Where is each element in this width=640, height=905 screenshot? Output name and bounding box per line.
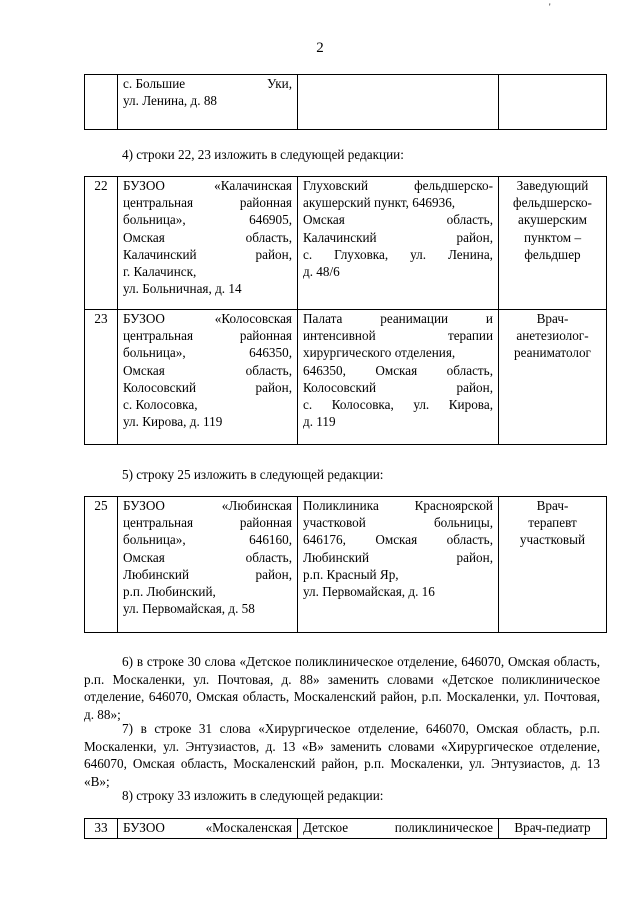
- cell-line: [303, 229, 493, 246]
- cell-word: Глуховский: [303, 178, 369, 193]
- cell-line: [303, 263, 493, 280]
- cell-word: с.: [303, 246, 313, 262]
- cell-line: фельдшер: [524, 246, 581, 262]
- cell-word: район,: [255, 246, 292, 262]
- cell-word: 646160,: [249, 532, 292, 548]
- cell-word: Калачинский: [123, 246, 197, 262]
- cell-line: [303, 497, 493, 514]
- cell-word: ул. Ленина, д. 88: [123, 93, 218, 109]
- cell-line: [303, 531, 493, 548]
- cell-line: [303, 566, 493, 583]
- instruction-8: 8) строку 33 изложить в следующей редакции:: [122, 788, 384, 803]
- table-row: [85, 819, 607, 839]
- table-row: [85, 497, 607, 633]
- cell-word: центральная: [123, 328, 194, 344]
- cell-word: больница»,: [123, 212, 186, 228]
- cell-word: район,: [255, 566, 292, 582]
- cell-org: [118, 75, 298, 130]
- cell-word: больница»,: [123, 345, 186, 361]
- cell-word: Омская: [123, 549, 165, 565]
- table-row: [85, 75, 607, 130]
- instruction-4: 4) строки 22, 23 изложить в следующей редакции:: [122, 147, 404, 162]
- table-continuation: [84, 74, 607, 130]
- cell-line: [123, 600, 292, 617]
- cell-word: 646176,: [303, 532, 346, 548]
- cell-word: г. Калачинск,: [123, 264, 197, 280]
- cell-line: [303, 583, 493, 600]
- cell-word: ул.: [413, 397, 430, 413]
- instruction-5: 5) строку 25 изложить в следующей редакции:: [122, 467, 384, 482]
- cell-word: районная: [239, 328, 292, 344]
- cell-word: 646350,: [303, 362, 346, 378]
- cell-line: фельдшерско-: [513, 195, 592, 211]
- cell-word: ул. Больничная, д. 14: [123, 281, 242, 297]
- cell-line: терапевт: [528, 515, 577, 531]
- cell-word: Глуховка,: [334, 246, 389, 262]
- cell-line: [123, 327, 292, 344]
- cell-line: [123, 211, 292, 228]
- cell-line: [303, 362, 493, 379]
- cell-addr: [298, 310, 499, 445]
- cell-word: реанимации: [380, 311, 449, 326]
- cell-line: [123, 514, 292, 531]
- cell-word: ул. Кирова, д. 119: [123, 414, 223, 430]
- cell-line: Заведующий: [516, 178, 589, 193]
- cell-line: пунктом –: [523, 229, 582, 245]
- cell-line: [123, 583, 292, 600]
- cell-org-word: «Москаленская: [205, 820, 292, 835]
- cell-word: область,: [245, 229, 292, 245]
- table-row-25: [84, 496, 607, 633]
- cell-line: Врач-: [536, 498, 569, 513]
- cell-word: Колосовский: [303, 379, 377, 395]
- cell-word: область,: [446, 532, 493, 548]
- cell-line: [303, 379, 493, 396]
- cell-line: [123, 263, 292, 280]
- paragraph-7: 7) в строке 31 слова «Хирургическое отделение, 646070, Омская область, р.п. Москаленки, ул. Энтузиастов, д. 13 «В» заменить словами «Хирургическое отделение, 646070, Омская область, Москаленский район, р.п. Москаленки, ул. Энтузиастов, д. 13 «В»;: [84, 721, 600, 789]
- cell-org: [118, 310, 298, 445]
- cell-word: акушерский пункт, 646936,: [303, 195, 456, 211]
- cell-line: [123, 280, 292, 297]
- cell-addr-word: Детское: [303, 820, 349, 835]
- cell-word: Палата: [303, 311, 343, 326]
- cell-word: Любинский: [123, 566, 189, 582]
- cell-word: Омская: [303, 212, 345, 228]
- cell-line: [123, 549, 292, 566]
- cell-word: Красноярской: [414, 498, 493, 513]
- cell-pos: [499, 497, 607, 633]
- cell-word: область,: [446, 362, 493, 378]
- cell-word: ул. Первомайская, д. 16: [303, 584, 435, 600]
- cell-word: район,: [456, 379, 493, 395]
- cell-word: Ленина,: [447, 246, 493, 262]
- cell-word: район,: [255, 379, 292, 395]
- cell-word: Кирова,: [448, 397, 493, 413]
- cell-word: хирургического отделения,: [303, 345, 456, 361]
- cell-word: БУЗОО: [123, 311, 165, 326]
- cell-word: Омская: [123, 229, 165, 245]
- cell-line: [303, 549, 493, 566]
- cell-word: центральная: [123, 515, 194, 531]
- cell-addr: [298, 819, 499, 839]
- cell-word: Омская: [375, 532, 418, 548]
- cell-line: акушерским: [518, 212, 587, 228]
- cell-word: районная: [239, 515, 292, 531]
- cell-line: [123, 531, 292, 548]
- cell-word: Калачинский: [303, 229, 377, 245]
- cell-pos: Врач-педиатр: [499, 819, 607, 839]
- cell-addr: [298, 497, 499, 633]
- cell-line: [123, 194, 292, 211]
- cell-word: с. Большие: [123, 76, 186, 91]
- cell-word: область,: [245, 362, 292, 378]
- cell-word: район,: [456, 549, 493, 565]
- cell-line: [123, 566, 292, 583]
- table-row-33: [84, 818, 607, 839]
- cell-word: 646905,: [249, 212, 292, 228]
- cell-num: [85, 75, 118, 130]
- page-number: 2: [316, 40, 324, 56]
- cell-line: [123, 344, 292, 361]
- table-rows-22-23: [84, 176, 607, 445]
- cell-word: фельдшерско-: [414, 178, 493, 193]
- cell-addr-word: поликлиническое: [394, 820, 493, 835]
- cell-num: 25: [85, 497, 118, 633]
- cell-line: [123, 362, 292, 379]
- cell-word: область,: [446, 212, 493, 228]
- cell-line: [303, 396, 493, 413]
- cell-word: р.п. Красный Яр,: [303, 566, 399, 582]
- cell-line: [123, 229, 292, 246]
- cell-org: [118, 177, 298, 310]
- cell-word: «Колосовская: [214, 311, 292, 326]
- cell-line: [123, 497, 292, 514]
- cell-word: больница»,: [123, 532, 186, 548]
- cell-line: реаниматолог: [514, 345, 591, 361]
- cell-word: район,: [456, 229, 493, 245]
- cell-word: Колосовский: [123, 379, 197, 395]
- cell-line: анетезиолог-: [516, 328, 589, 344]
- cell-word: д. 119: [303, 414, 336, 430]
- table-row: [85, 177, 607, 310]
- cell-word: д. 48/6: [303, 264, 340, 280]
- cell-org: [118, 497, 298, 633]
- cell-word: «Любинская: [221, 498, 292, 513]
- table-row: [85, 310, 607, 445]
- cell-addr: [298, 75, 499, 130]
- cell-word: участковой: [303, 515, 366, 531]
- cell-num: 22: [85, 177, 118, 310]
- cell-word: область,: [245, 549, 292, 565]
- cell-line: [123, 92, 292, 109]
- cell-pos: [499, 75, 607, 130]
- cell-word: «Калачинская: [214, 178, 292, 193]
- cell-line: [123, 310, 292, 327]
- cell-line: [303, 211, 493, 228]
- cell-word: 646350,: [249, 345, 292, 361]
- cell-org-word: БУЗОО: [123, 820, 165, 835]
- cell-word: ул. Первомайская, д. 58: [123, 601, 255, 617]
- cell-line: [123, 75, 292, 92]
- cell-line: Врач-: [536, 311, 569, 326]
- cell-word: Колосовка,: [331, 397, 394, 413]
- cell-line: [123, 413, 292, 430]
- cell-word: Уки,: [267, 76, 292, 91]
- cell-org: [118, 819, 298, 839]
- cell-num: 23: [85, 310, 118, 445]
- cell-word: БУЗОО: [123, 178, 165, 193]
- cell-line: [123, 246, 292, 263]
- cell-line: [303, 194, 493, 211]
- cell-word: БУЗОО: [123, 498, 165, 513]
- cell-line: [303, 514, 493, 531]
- cell-line: [303, 413, 493, 430]
- cell-word: Поликлиника: [303, 498, 379, 513]
- cell-word: Любинский: [303, 549, 369, 565]
- cell-line: [303, 246, 493, 263]
- cell-line: [303, 344, 493, 361]
- cell-word: Омская: [123, 362, 165, 378]
- cell-word: районная: [239, 195, 292, 211]
- cell-pos: [499, 310, 607, 445]
- cell-line: [123, 177, 292, 194]
- cell-addr: [298, 177, 499, 310]
- cell-num: 33: [85, 819, 118, 839]
- corner-mark: ': [549, 2, 551, 12]
- cell-word: центральная: [123, 195, 194, 211]
- cell-pos: [499, 177, 607, 310]
- cell-word: р.п. Любинский,: [123, 584, 216, 600]
- cell-word: больницы,: [433, 515, 493, 531]
- cell-line: [123, 379, 292, 396]
- cell-word: с. Колосовка,: [123, 397, 198, 413]
- cell-word: Омская: [375, 362, 418, 378]
- cell-line: участковый: [519, 532, 586, 548]
- cell-word: и: [485, 311, 493, 326]
- cell-line: [303, 310, 493, 327]
- cell-line: [123, 396, 292, 413]
- cell-word: с.: [303, 397, 313, 413]
- paragraph-6: 6) в строке 30 слова «Детское поликлиническое отделение, 646070, Омская область, р.п. Москаленки, ул. Почтовая, д. 88» заменить словами «Детское поликлиническое отделение, 646070, Омская область, Москаленский район, р.п. Москаленки, ул. Почтовая, д. 88»;: [84, 654, 600, 722]
- cell-line: [303, 327, 493, 344]
- cell-word: ул.: [410, 246, 427, 262]
- cell-line: [303, 177, 493, 194]
- cell-word: терапии: [447, 328, 493, 344]
- cell-word: интенсивной: [303, 328, 376, 344]
